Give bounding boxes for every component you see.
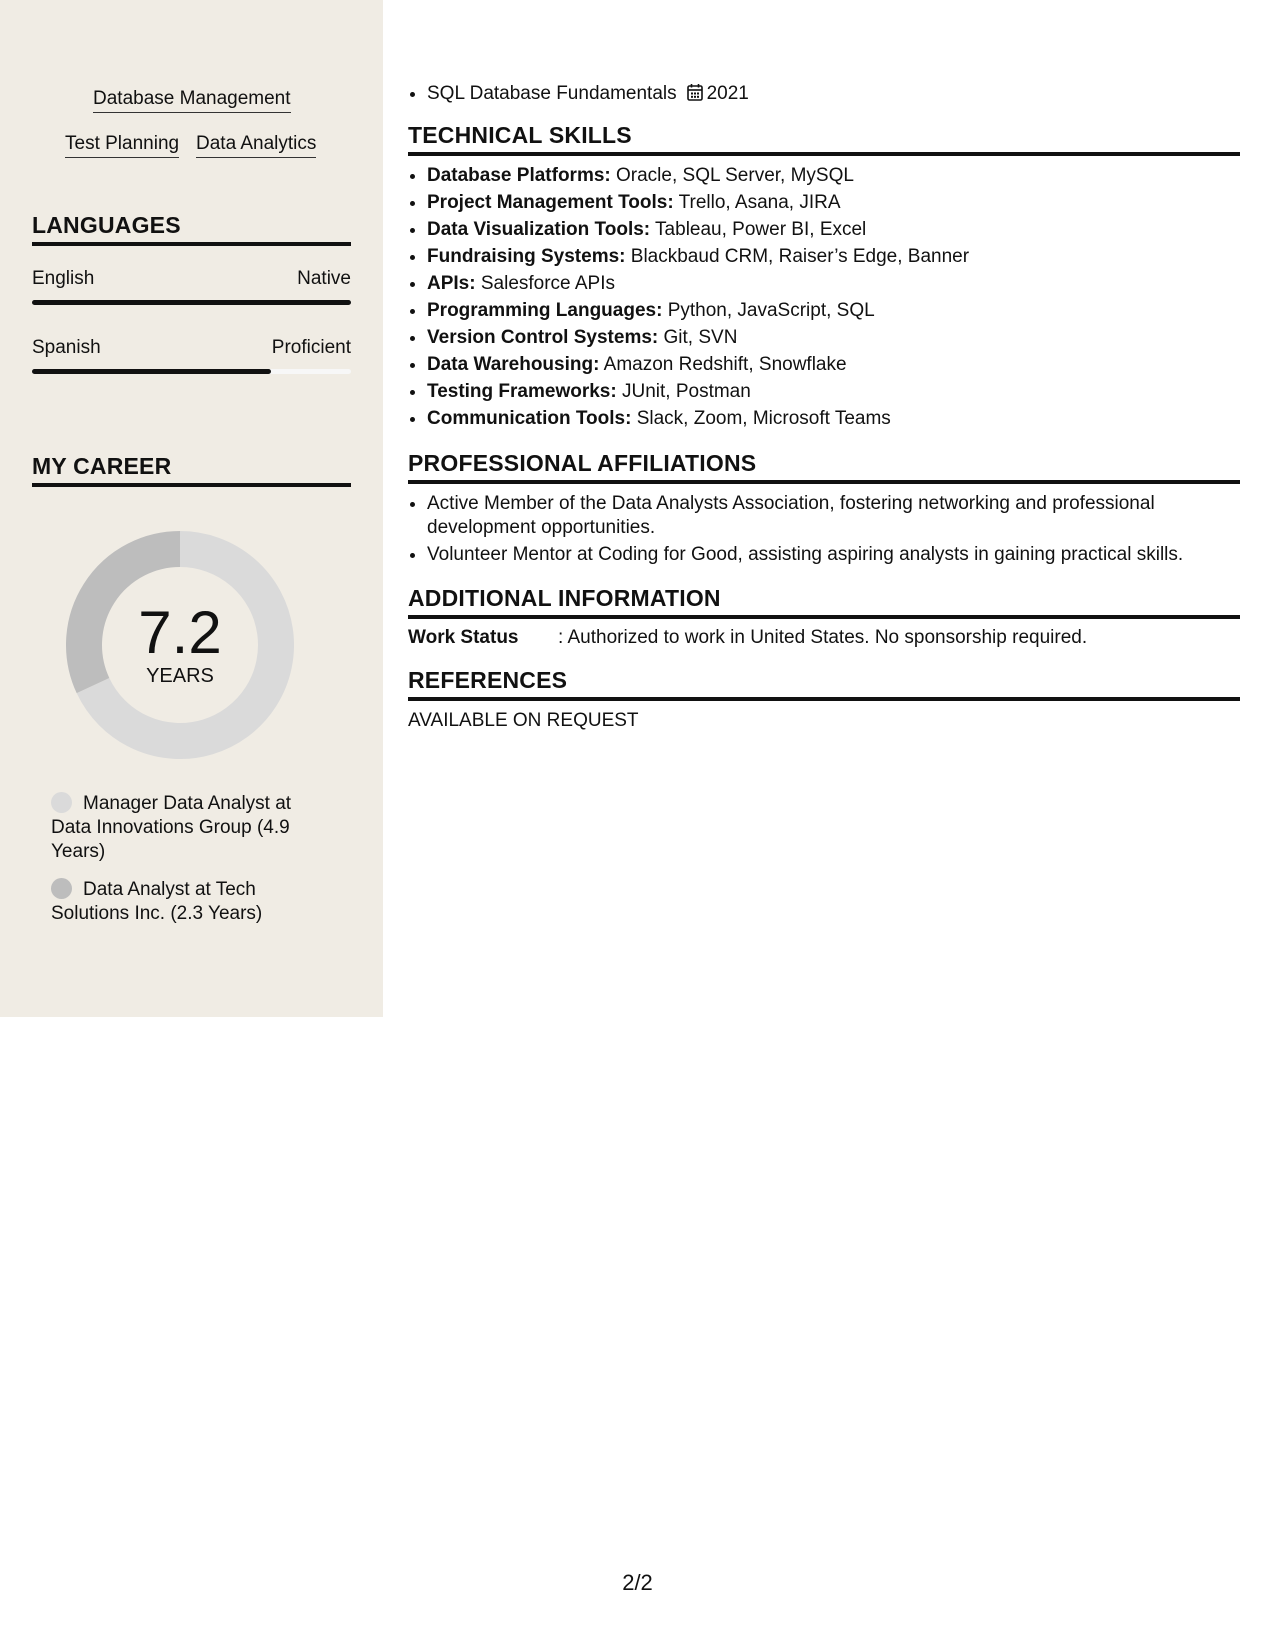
work-status-row [408,626,1087,650]
skill-value: JUnit, Postman [616,381,751,402]
language-proficiency-fill [32,300,351,305]
work-status-value: : Authorized to work in United States. No sponsorship required. [558,627,1088,648]
affiliation-item: • Volunteer Mentor at Coding for Good, assisting aspiring analysts in gaining practical skills. [427,543,1259,567]
skill-label: Data Visualization Tools: [427,219,651,240]
skill-label: Version Control Systems: [427,327,659,348]
skill-label: APIs: [427,273,476,294]
language-proficiency-fill [32,369,271,374]
career-total-unit: YEARS [146,665,214,687]
skill-tag: Database Management [93,88,291,113]
skill-label: Project Management Tools: [427,192,674,213]
page-number: 2/2 [622,1570,653,1595]
language-level: Native [297,268,351,289]
work-status-label: Work Status [408,627,519,648]
legend-dot-icon [51,878,72,899]
skill-label: Programming Languages: [427,300,663,321]
sidebar [0,0,383,1017]
affiliation-item: • Active Member of the Data Analysts Association, fostering networking and professional development opportunities. [427,492,1259,540]
languages-heading: LANGUAGES [32,211,351,246]
certification-year: 2021 [706,83,749,104]
skill-item [427,216,1259,243]
skill-item [427,405,1259,432]
certification-item [427,80,1259,107]
technical-skills-heading: TECHNICAL SKILLS [408,122,1240,156]
skill-value: Python, JavaScript, SQL [662,300,875,321]
skill-item [427,243,1259,270]
language-proficiency-bar [32,369,351,374]
skill-value: Oracle, SQL Server, MySQL [610,165,854,186]
skill-value: Git, SVN [658,327,738,348]
career-heading: MY CAREER [32,452,351,487]
language-level: Proficient [271,337,351,358]
skill-label: Testing Frameworks: [427,381,617,402]
skill-item [427,297,1259,324]
references-text: AVAILABLE ON REQUEST [408,710,639,731]
skill-item [427,162,1259,189]
skill-label: Database Platforms: [427,165,611,186]
legend-dot-icon [51,792,72,813]
skill-label: Communication Tools: [427,408,632,429]
skill-value: Amazon Redshift, Snowflake [599,354,847,375]
skill-item [427,378,1259,405]
affiliations-list [408,492,1259,570]
calendar-icon [687,83,703,101]
skill-label: Data Warehousing: [427,354,600,375]
career-total-years: 7.2 [138,599,222,666]
skill-tag: Test Planning [65,133,179,158]
certification-name: SQL Database Fundamentals [427,83,677,104]
references-heading: REFERENCES [408,667,1240,701]
skill-value: Slack, Zoom, Microsoft Teams [631,408,891,429]
skill-value: Blackbaud CRM, Raiser’s Edge, Banner [625,246,970,267]
skill-item [427,189,1259,216]
career-legend-item [51,878,311,926]
skill-item [427,270,1259,297]
career-legend-label: Data Analyst at Tech Solutions Inc. (2.3 Years) [51,879,263,924]
language-name: English [32,268,95,289]
certifications-list [408,80,1259,107]
additional-information-heading: ADDITIONAL INFORMATION [408,585,1240,619]
skill-value: Tableau, Power BI, Excel [650,219,867,240]
skill-value: Salesforce APIs [475,273,615,294]
skill-item [427,324,1259,351]
skill-label: Fundraising Systems: [427,246,626,267]
career-legend-item [51,792,311,864]
language-proficiency-bar [32,300,351,305]
professional-affiliations-heading: PROFESSIONAL AFFILIATIONS [408,450,1240,484]
skill-value: Trello, Asana, JIRA [673,192,841,213]
skill-tag: Data Analytics [196,133,316,158]
skill-item [427,351,1259,378]
career-legend-label: Manager Data Analyst at Data Innovations Group (4.9 Years) [51,793,292,862]
skills-list [408,162,1259,432]
language-name: Spanish [32,337,101,358]
